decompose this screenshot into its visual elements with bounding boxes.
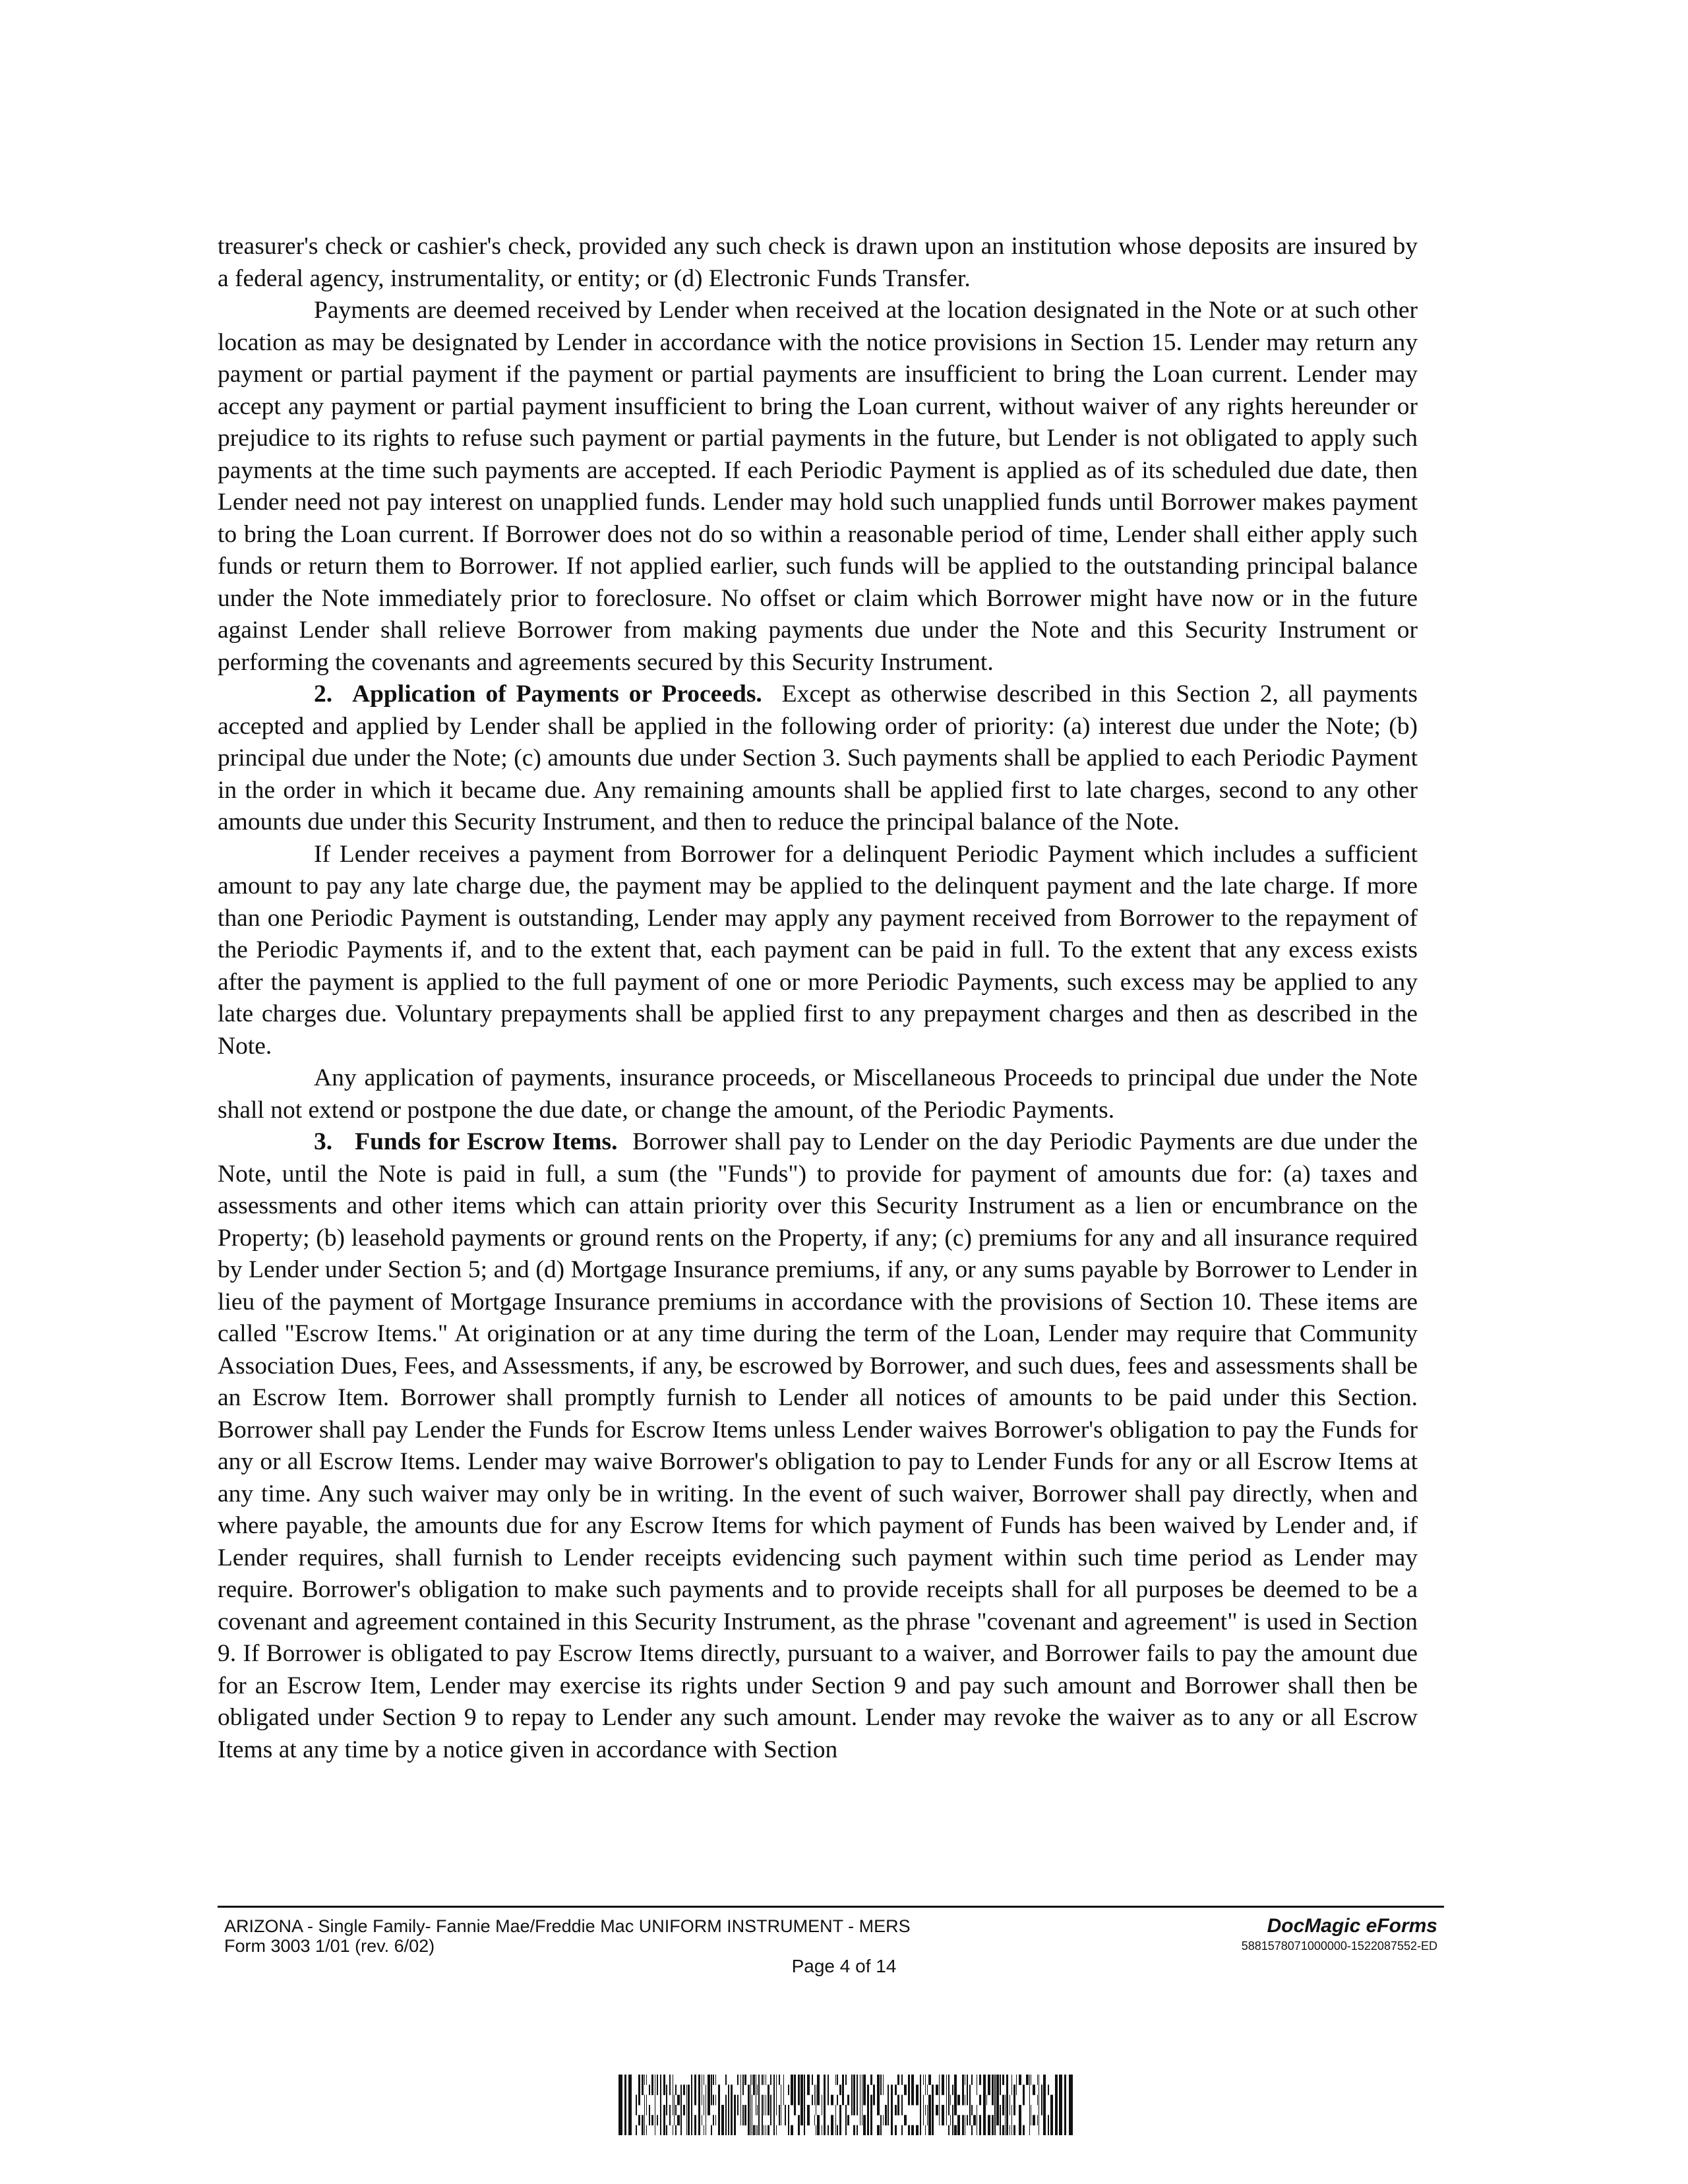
page-number: Page 4 of 14	[791, 1956, 897, 1976]
paragraph-payments-received: Payments are deemed received by Lender when received at the location designated in the Note or at such other location as may be designated by Lender in accordance with the notice provisions in Section 15. Lender may return any payment or partial payment if the payment or partial payments are insufficient to bring the Loan current. Lender may accept any payment or partial payment insufficient to bring the Loan current, without waiver of any rights hereunder or prejudice to its rights to refuse such payment or partial payments in the future, but Lender is not obligated to apply such payments at the time such payments are accepted. If each Periodic Payment is applied as of its scheduled due date, then Lender need not pay interest on unapplied funds. Lender may hold such unapplied funds until Borrower makes payment to bring the Loan current. If Borrower does not do so within a reasonable period of time, Lender shall either apply such funds or return them to Borrower. If not applied earlier, such funds will be applied to the outstanding principal balance under the Note immediately prior to foreclosure. No offset or claim which Borrower might have now or in the future against Lender shall relieve Borrower from making payments due under the Note and this Security Instrument or performing the covenants and agreements secured by this Security Instrument.	[218, 297, 1418, 676]
section-2-text: Except as otherwise described in this Section 2, all payments accepted and applied by Lender shall be applied in the following order of priority: (a) interest due under the Note; (b) principal due under the Note; (c) amounts due under Section 3. Such payments shall be applied to each Periodic Payment in the order in which it became due. Any remaining amounts shall be applied first to late charges, second to any other amounts due under this Security Instrument, and then to reduce the principal balance of the Note.	[218, 681, 1418, 835]
footer-form-line: Form 3003 1/01 (rev. 6/02)	[224, 1936, 435, 1956]
footer-instrument-line: ARIZONA - Single Family- Fannie Mae/Freddie Mac UNIFORM INSTRUMENT - MERS	[224, 1916, 911, 1936]
section-2-title: Application of Payments or Proceeds.	[351, 681, 762, 708]
section-3-title: Funds for Escrow Items.	[355, 1128, 618, 1155]
footer-brand-block	[1147, 1915, 1437, 1955]
section-3-text: Borrower shall pay to Lender on the day Periodic Payments are due under the Note, until the Note is paid in full, a sum (the "Funds") to provide for payment of amounts due for: (a) taxes and assessments and other items which can attain priority over this Security Instrument as a lien or encumbrance on the Property; (b) leasehold payments or ground rents on the Property, if any; (c) premiums for any and all insurance required by Lender under Section 5; and (d) Mortgage Insurance premiums, if any, or any sums payable by Borrower to Lender in lieu of the payment of Mortgage Insurance premiums in accordance with the provisions of Section 10. These items are called "Escrow Items." At origination or at any time during the term of the Loan, Lender may require that Community Association Dues, Fees, and Assessments, if any, be escrowed by Borrower, and such dues, fees and assessments shall be an Escrow Item. Borrower shall promptly furnish to Lender all notices of amounts to be paid under this Section. Borrower shall pay Lender the Funds for Escrow Items unless Lender waives Borrower's obligation to pay the Funds for any or all Escrow Items. Lender may waive Borrower's obligation to pay to Lender Funds for any or all Escrow Items at any time. Any such waiver may only be in writing. In the event of such waiver, Borrower shall pay directly, when and where payable, the amounts due for any Escrow Items for which payment of Funds has been waived by Lender and, if Lender requires, shall furnish to Lender receipts evidencing such payment within such time period as Lender may require. Borrower's obligation to make such payments and to provide receipts shall for all purposes be deemed to be a covenant and agreement contained in this Security Instrument, as the phrase "covenant and agreement" is used in Section 9. If Borrower is obligated to pay Escrow Items directly, pursuant to a waiver, and Borrower fails to pay the amount due for an Escrow Item, Lender may exercise its rights under Section 9 and pay such amount and Borrower shall then be obligated under Section 9 to repay to Lender any such amount. Lender may revoke the waiver as to any or all Escrow Items at any time by a notice given in accordance with Section	[218, 1128, 1418, 1763]
barcode	[618, 2075, 1073, 2135]
paragraph-delinquent-payment: If Lender receives a payment from Borrower for a delinquent Periodic Payment which includes a sufficient amount to pay any late charge due, the payment may be applied to the delinquent payment and the late charge. If more than one Periodic Payment is outstanding, Lender may apply any payment received from Borrower to the repayment of the Periodic Payments if, and to the extent that, each payment can be paid in full. To the extent that any excess exists after the payment is applied to the full payment of one or more Periodic Payments, such excess may be applied to any late charges due. Voluntary prepayments shall be applied first to any prepayment charges and then as described in the Note.	[218, 840, 1418, 1060]
footer-divider	[218, 1906, 1444, 1908]
paragraph-application-of-proceeds: Any application of payments, insurance proceeds, or Miscellaneous Proceeds to principal due under the Note shall not extend or postpone the due date, or change the amount, of the Periodic Payments.	[218, 1064, 1418, 1124]
paragraph-continuation: treasurer's check or cashier's check, provided any such check is drawn upon an institution whose deposits are insured by a federal agency, instrumentality, or entity; or (d) Electronic Funds Transfer.	[218, 233, 1418, 292]
section-3-number: 3.	[314, 1128, 333, 1155]
document-id: 5881578071000000-1522087552-ED	[1241, 1939, 1437, 1953]
body-text	[218, 231, 1418, 1766]
docmagic-logo: DocMagic eForms	[1267, 1915, 1437, 1937]
footer-form-info	[224, 1916, 1147, 1956]
section-3-paragraph	[218, 1126, 1418, 1766]
section-2-paragraph	[218, 679, 1418, 839]
section-2-number: 2.	[314, 681, 333, 708]
barcode-graphic	[618, 2075, 1073, 2135]
